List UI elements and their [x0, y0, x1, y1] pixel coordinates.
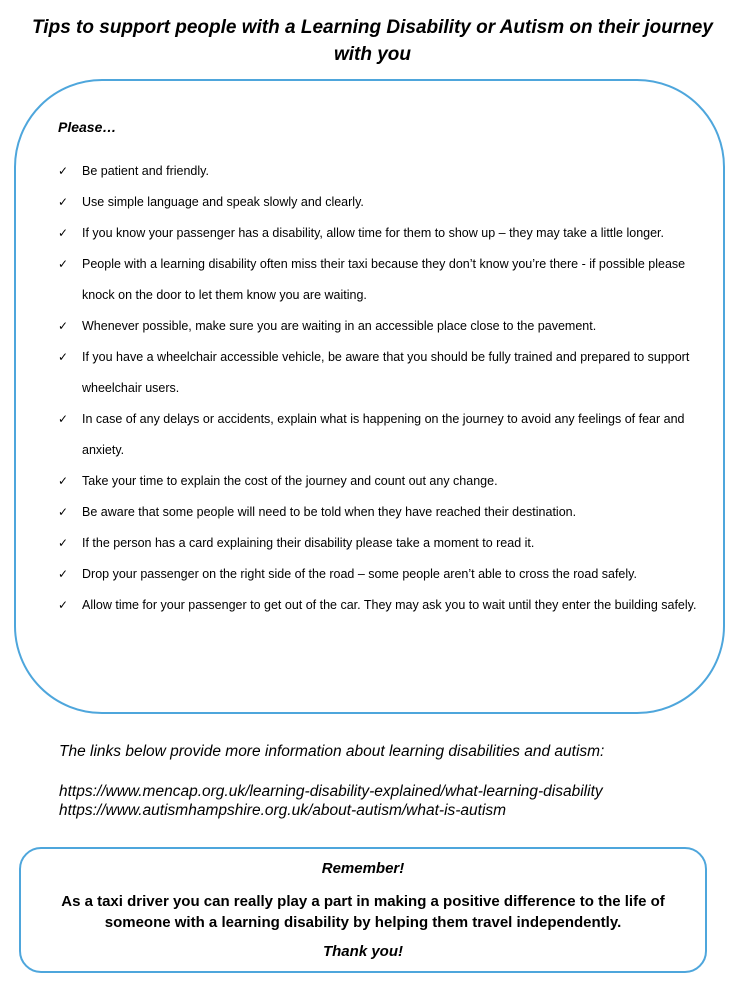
- tip-item: [58, 342, 698, 404]
- tip-text: Drop your passenger on the right side of the road – some people aren’t able to cross the road safely.: [82, 567, 637, 581]
- tip-item: [58, 156, 698, 187]
- tip-text: If you have a wheelchair accessible vehicle, be aware that you should be fully trained and prepared to support wheelchair users.: [82, 350, 690, 395]
- tip-text: People with a learning disability often miss their taxi because they don’t know you’re there - if possible please knock on the door to let them know you are waiting.: [82, 257, 686, 302]
- mencap-link[interactable]: https://www.mencap.org.uk/learning-disability-explained/what-learning-disability: [59, 783, 603, 800]
- page-title: Tips to support people with a Learning Disability or Autism on their journey with you: [32, 17, 713, 65]
- tip-item: [58, 218, 698, 249]
- checkmark-icon: ✓: [58, 412, 69, 426]
- tip-text: Be patient and friendly.: [82, 164, 209, 178]
- checkmark-icon: ✓: [58, 195, 69, 209]
- tip-item: [58, 404, 698, 466]
- tip-text: Allow time for your passenger to get out of the car. They may ask you to wait until they enter the building safely.: [82, 598, 697, 612]
- checkmark-icon: ✓: [58, 598, 69, 612]
- tip-text: If the person has a card explaining their disability please take a moment to read it.: [82, 536, 535, 550]
- tip-text: Be aware that some people will need to be told when they have reached their destination.: [82, 505, 577, 519]
- checkmark-icon: ✓: [58, 505, 69, 519]
- tip-text: Use simple language and speak slowly and clearly.: [82, 195, 364, 209]
- tip-text: Take your time to explain the cost of the journey and count out any change.: [82, 474, 498, 488]
- tips-heading: Please…: [58, 119, 117, 135]
- tip-text: Whenever possible, make sure you are waiting in an accessible place close to the pavement.: [82, 319, 597, 333]
- autism-hampshire-link[interactable]: https://www.autismhampshire.org.uk/about-autism/what-is-autism: [59, 802, 507, 819]
- tip-item: [58, 187, 698, 218]
- thank-you-text: Thank you!: [322, 943, 403, 960]
- checkmark-icon: ✓: [58, 536, 69, 550]
- checkmark-icon: ✓: [58, 474, 69, 488]
- tip-item: [58, 249, 698, 311]
- checkmark-icon: ✓: [58, 350, 69, 364]
- remember-heading: Remember!: [321, 860, 405, 877]
- links-intro: The links below provide more information about learning disabilities and autism:: [59, 743, 605, 760]
- checkmark-icon: ✓: [58, 164, 69, 178]
- tip-text: In case of any delays or accidents, explain what is happening on the journey to avoid any feelings of fear and anxiety.: [82, 412, 685, 457]
- tip-item: [58, 559, 698, 590]
- tip-item: [58, 497, 698, 528]
- checkmark-icon: ✓: [58, 257, 69, 271]
- tip-item: [58, 528, 698, 559]
- tips-list: [58, 156, 698, 621]
- tip-item: [58, 311, 698, 342]
- remember-body: As a taxi driver you can really play a part in making a positive difference to the life of someone with a learning disability by helping them travel independently.: [61, 893, 665, 931]
- checkmark-icon: ✓: [58, 567, 69, 581]
- checkmark-icon: ✓: [58, 226, 69, 240]
- tip-item: [58, 590, 698, 621]
- tip-text: If you know your passenger has a disability, allow time for them to show up – they may take a little longer.: [82, 226, 665, 240]
- checkmark-icon: ✓: [58, 319, 69, 333]
- tip-item: [58, 466, 698, 497]
